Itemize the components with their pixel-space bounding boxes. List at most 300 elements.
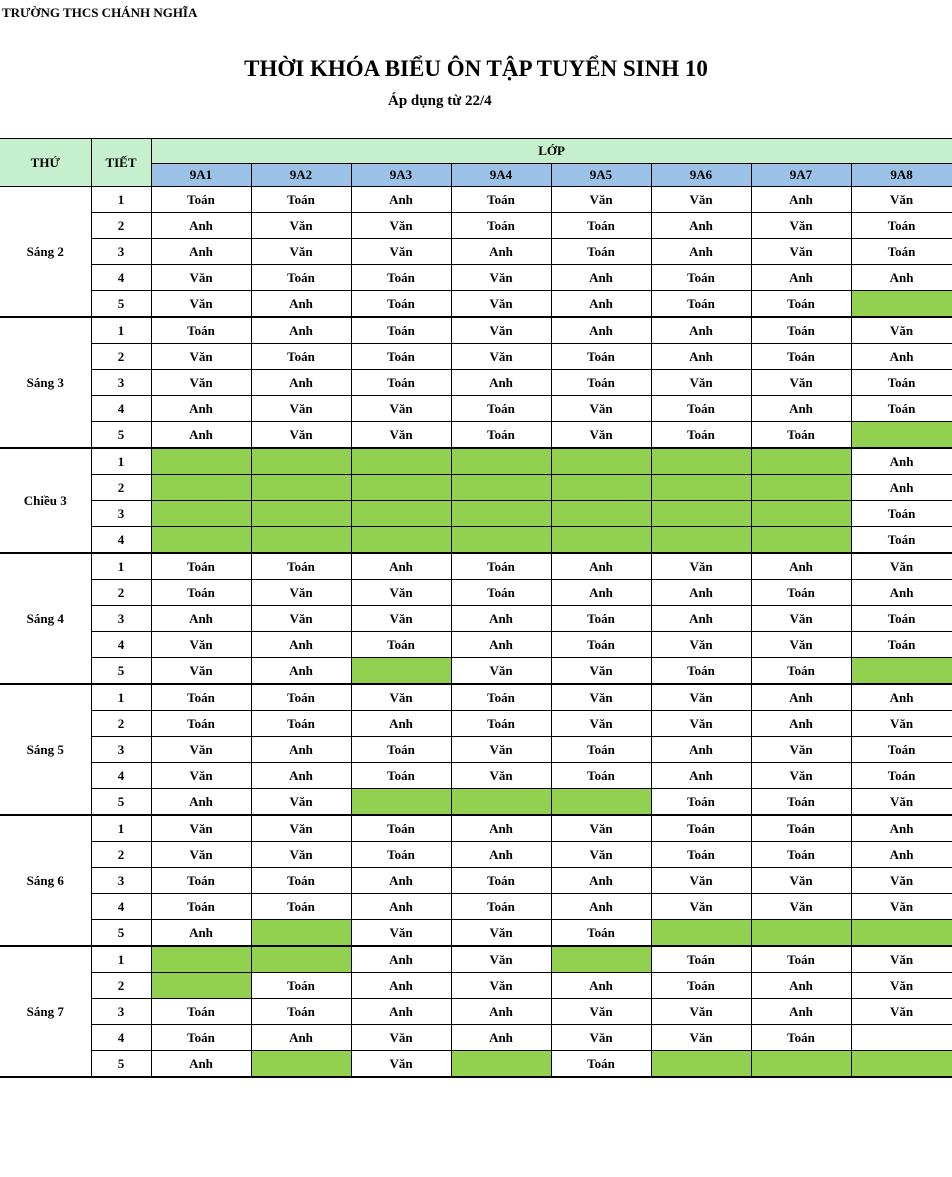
subject-cell: Anh [751,553,851,580]
subject-cell: Anh [751,711,851,737]
empty-slot [851,920,952,947]
subject-cell: Toán [151,187,251,213]
period-number: 2 [91,213,151,239]
subject-cell: Toán [651,815,751,842]
subject-cell: Toán [651,658,751,685]
subject-cell: Toán [551,1051,651,1078]
subject-cell: Toán [451,894,551,920]
period-row [0,396,952,422]
subject-cell: Toán [351,344,451,370]
period-row [0,527,952,554]
subject-cell: Văn [451,763,551,789]
period-row [0,684,952,711]
subject-cell: Toán [551,632,651,658]
subject-cell: Toán [351,632,451,658]
subject-cell: Toán [451,422,551,449]
day-label: Sáng 2 [0,187,91,318]
period-number: 5 [91,658,151,685]
period-row [0,711,952,737]
subject-cell: Toán [351,763,451,789]
day-label: Sáng 3 [0,317,91,448]
class-header-9a7: 9A7 [751,164,851,187]
period-number: 4 [91,894,151,920]
subject-cell: Toán [251,187,351,213]
subject-cell: Văn [551,658,651,685]
subject-cell: Toán [251,868,351,894]
subject-cell: Văn [651,632,751,658]
subject-cell: Toán [451,187,551,213]
subject-cell: Toán [751,842,851,868]
empty-slot [551,527,651,554]
empty-slot [251,501,351,527]
empty-slot [651,501,751,527]
subject-cell: Văn [851,187,952,213]
empty-slot [451,789,551,816]
subject-cell: Văn [451,737,551,763]
period-number: 5 [91,920,151,947]
subject-cell: Anh [651,344,751,370]
subject-cell: Anh [151,606,251,632]
subject-cell: Văn [151,291,251,318]
subject-cell: Văn [351,1051,451,1078]
subject-cell: Văn [451,973,551,999]
period-number: 3 [91,370,151,396]
subject-cell: Anh [251,291,351,318]
period-number: 5 [91,789,151,816]
period-number: 4 [91,1025,151,1051]
period-number: 4 [91,632,151,658]
subject-cell: Văn [751,632,851,658]
period-number: 3 [91,501,151,527]
empty-slot [151,527,251,554]
subject-cell: Toán [651,789,751,816]
subject-cell: Toán [351,265,451,291]
subject-cell: Anh [551,868,651,894]
period-number: 2 [91,842,151,868]
subject-cell: Toán [151,894,251,920]
subject-cell: Văn [751,239,851,265]
period-number: 1 [91,946,151,973]
subject-cell: Toán [751,317,851,344]
subject-cell: Toán [251,344,351,370]
subject-cell: Toán [851,527,952,554]
subject-cell: Toán [451,580,551,606]
subject-cell: Văn [151,737,251,763]
subject-cell: Toán [551,239,651,265]
empty-slot [651,448,751,475]
empty-slot [751,920,851,947]
subject-cell: Anh [551,973,651,999]
subject-cell: Văn [851,789,952,816]
period-number: 5 [91,1051,151,1078]
subject-cell: Toán [151,684,251,711]
subject-cell: Anh [851,815,952,842]
empty-slot [551,448,651,475]
subject-cell: Anh [151,396,251,422]
subject-cell: Toán [751,658,851,685]
period-row [0,448,952,475]
empty-slot [351,527,451,554]
subject-cell: Toán [851,632,952,658]
subject-cell: Văn [251,842,351,868]
subject-cell: Toán [651,265,751,291]
subject-cell: Văn [551,1025,651,1051]
empty-slot [251,1051,351,1078]
period-number: 2 [91,580,151,606]
empty-slot [551,501,651,527]
subject-cell: Anh [351,946,451,973]
subject-cell: Văn [451,265,551,291]
empty-slot [151,448,251,475]
period-number: 1 [91,448,151,475]
period-row [0,973,952,999]
subject-cell: Toán [151,999,251,1025]
period-number: 3 [91,868,151,894]
subject-cell: Văn [551,999,651,1025]
subject-cell: Toán [851,370,952,396]
subject-cell: Anh [151,239,251,265]
subject-cell: Văn [851,317,952,344]
class-header-9a5: 9A5 [551,164,651,187]
subject-cell: Anh [851,475,952,501]
subject-cell: Toán [751,422,851,449]
empty-slot [151,973,251,999]
subject-cell: Toán [751,946,851,973]
header-tiet: TIẾT [91,139,151,187]
empty-slot [351,448,451,475]
subject-cell: Anh [451,632,551,658]
subject-cell: Toán [351,291,451,318]
page-subtitle: Áp dụng từ 22/4 [388,93,492,109]
subject-cell: Anh [651,213,751,239]
subject-cell: Văn [851,999,952,1025]
subject-cell: Anh [251,658,351,685]
period-row [0,763,952,789]
header-lop: LỚP [151,139,952,164]
period-number: 1 [91,187,151,213]
period-row [0,999,952,1025]
period-row [0,553,952,580]
period-number: 2 [91,475,151,501]
period-number: 3 [91,239,151,265]
subject-cell: Anh [551,553,651,580]
subject-cell: Toán [251,711,351,737]
subject-cell: Toán [251,894,351,920]
subject-cell: Văn [451,291,551,318]
empty-slot [551,789,651,816]
empty-slot [251,920,351,947]
subject-cell: Văn [451,658,551,685]
subject-cell: Anh [651,317,751,344]
class-header-9a2: 9A2 [251,164,351,187]
period-number: 1 [91,317,151,344]
subject-cell: Văn [451,946,551,973]
empty-slot [251,527,351,554]
empty-slot [751,501,851,527]
subject-cell: Văn [651,684,751,711]
empty-slot [451,527,551,554]
empty-slot [351,789,451,816]
timetable [0,138,952,1078]
subject-cell: Anh [251,1025,351,1051]
subject-cell: Anh [451,239,551,265]
day-label: Sáng 7 [0,946,91,1077]
subject-cell: Toán [351,737,451,763]
subject-cell: Toán [851,606,952,632]
subject-cell: Anh [351,999,451,1025]
period-number: 4 [91,527,151,554]
subject-cell: Toán [351,815,451,842]
subject-cell: Văn [351,1025,451,1051]
school-name: TRƯỜNG THCS CHÁNH NGHĨA [2,5,198,20]
subject-cell: Văn [151,632,251,658]
empty-slot [251,946,351,973]
subject-cell: Toán [151,580,251,606]
subject-cell: Văn [751,763,851,789]
empty-slot [851,422,952,449]
period-number: 3 [91,606,151,632]
subject-cell: Anh [251,317,351,344]
subject-cell: Toán [651,291,751,318]
subject-cell: Toán [451,684,551,711]
subject-cell: Anh [451,370,551,396]
subject-cell: Văn [251,422,351,449]
subject-cell: Toán [751,1025,851,1051]
subject-cell: Văn [551,842,651,868]
subject-cell: Văn [551,711,651,737]
subject-cell: Toán [751,789,851,816]
subject-cell: Văn [851,553,952,580]
subject-cell: Anh [351,187,451,213]
subject-cell: Toán [251,684,351,711]
subject-cell: Anh [851,842,952,868]
empty-slot [151,501,251,527]
subject-cell: Văn [851,973,952,999]
subject-cell: Văn [751,370,851,396]
subject-cell: Anh [651,763,751,789]
subject-cell: Toán [451,868,551,894]
period-row [0,265,952,291]
subject-cell: Văn [751,606,851,632]
subject-cell: Anh [351,553,451,580]
period-row [0,789,952,816]
subject-cell: Văn [151,658,251,685]
subject-cell: Anh [551,291,651,318]
subject-cell: Anh [751,265,851,291]
subject-cell: Văn [751,868,851,894]
empty-slot [351,475,451,501]
period-number: 3 [91,737,151,763]
empty-slot [851,1051,952,1078]
subject-cell: Văn [651,711,751,737]
timetable-body [0,139,952,1078]
period-row [0,370,952,396]
subject-cell: Toán [351,842,451,868]
period-row [0,213,952,239]
subject-cell: Anh [151,422,251,449]
subject-cell: Văn [551,815,651,842]
subject-cell: Anh [851,684,952,711]
subject-cell: Toán [251,265,351,291]
subject-cell: Văn [251,213,351,239]
period-row [0,658,952,685]
subject-cell: Anh [651,606,751,632]
period-number: 1 [91,553,151,580]
subject-cell: Anh [351,894,451,920]
subject-cell: Văn [651,187,751,213]
subject-cell: Văn [351,920,451,947]
subject-cell: Toán [451,213,551,239]
period-number: 2 [91,711,151,737]
subject-cell: Toán [151,1025,251,1051]
subject-cell: Anh [451,1025,551,1051]
subject-cell: Toán [151,711,251,737]
subject-cell: Văn [651,553,751,580]
subject-cell: Anh [251,737,351,763]
subject-cell: Văn [151,763,251,789]
subject-cell: Anh [451,842,551,868]
period-row [0,580,952,606]
subject-cell: Anh [751,684,851,711]
subject-cell: Anh [151,920,251,947]
subject-cell: Anh [851,580,952,606]
subject-cell: Văn [351,606,451,632]
period-number: 3 [91,999,151,1025]
subject-cell: Anh [451,999,551,1025]
subject-cell: Văn [451,317,551,344]
class-header-9a6: 9A6 [651,164,751,187]
page-title: THỜI KHÓA BIỂU ÔN TẬP TUYỂN SINH 10 [244,56,708,81]
subject-cell: Anh [251,763,351,789]
empty-slot [651,920,751,947]
subject-cell: Văn [551,684,651,711]
subject-cell: Văn [651,868,751,894]
subject-cell: Văn [351,239,451,265]
day-label: Sáng 5 [0,684,91,815]
subject-cell: Toán [551,763,651,789]
subject-cell: Anh [251,632,351,658]
subject-cell: Toán [851,396,952,422]
subject-cell: Anh [751,973,851,999]
subject-cell: Văn [351,422,451,449]
empty-slot [451,1051,551,1078]
subject-cell: Văn [451,920,551,947]
subject-cell: Toán [151,317,251,344]
subject-cell: Văn [651,1025,751,1051]
empty-slot [151,946,251,973]
period-number: 4 [91,763,151,789]
period-row [0,606,952,632]
subject-cell: Văn [551,396,651,422]
period-row [0,422,952,449]
subject-cell: Toán [851,213,952,239]
empty-slot [351,658,451,685]
period-row [0,344,952,370]
period-row [0,946,952,973]
subject-cell: Văn [151,815,251,842]
subject-cell: Anh [451,815,551,842]
subject-cell: Toán [351,317,451,344]
subject-cell: Toán [351,370,451,396]
subject-cell: Toán [751,580,851,606]
subject-cell: Anh [551,894,651,920]
subject-cell: Toán [651,396,751,422]
period-number: 5 [91,422,151,449]
header-thu: THỨ [0,139,91,187]
period-number: 1 [91,815,151,842]
subject-cell: Anh [651,239,751,265]
empty-slot [351,501,451,527]
empty-slot [751,448,851,475]
subject-cell: Anh [651,580,751,606]
subject-cell: Văn [151,265,251,291]
period-row [0,868,952,894]
empty-slot [451,501,551,527]
empty-slot [751,475,851,501]
subject-cell: Văn [651,999,751,1025]
empty-slot [651,527,751,554]
subject-cell: Văn [251,396,351,422]
empty-slot [551,946,651,973]
subject-cell: Toán [551,920,651,947]
day-label: Sáng 6 [0,815,91,946]
subject-cell: Văn [851,946,952,973]
class-header-9a1: 9A1 [151,164,251,187]
subject-cell: Văn [851,711,952,737]
class-header-9a8: 9A8 [851,164,952,187]
empty-slot [751,527,851,554]
period-number: 1 [91,684,151,711]
period-row [0,1051,952,1078]
subject-cell: Toán [551,213,651,239]
subject-cell: Toán [851,239,952,265]
subject-cell: Văn [651,370,751,396]
subject-cell: Văn [151,344,251,370]
period-row [0,239,952,265]
subject-cell: Văn [251,606,351,632]
subject-cell: Toán [751,815,851,842]
subject-cell: Toán [751,344,851,370]
subject-cell: Toán [251,973,351,999]
subject-cell: Anh [551,317,651,344]
subject-cell: Toán [551,606,651,632]
period-row [0,317,952,344]
period-row [0,291,952,318]
subject-cell: Toán [651,842,751,868]
subject-cell: Anh [251,370,351,396]
period-row [0,920,952,947]
subject-cell: Anh [751,999,851,1025]
subject-cell: Anh [151,213,251,239]
empty-slot [451,448,551,475]
subject-cell: Toán [751,291,851,318]
subject-cell: Toán [651,973,751,999]
subject-cell: Toán [551,344,651,370]
subject-cell: Anh [551,265,651,291]
subject-cell: Anh [851,448,952,475]
period-row [0,737,952,763]
subject-cell: Toán [651,946,751,973]
period-row [0,894,952,920]
empty-slot [251,448,351,475]
subject-cell: Toán [251,999,351,1025]
empty-slot [851,658,952,685]
subject-cell: Văn [351,580,451,606]
day-label: Chiều 3 [0,448,91,553]
subject-cell: Anh [851,265,952,291]
subject-cell: Anh [751,396,851,422]
period-number: 2 [91,344,151,370]
